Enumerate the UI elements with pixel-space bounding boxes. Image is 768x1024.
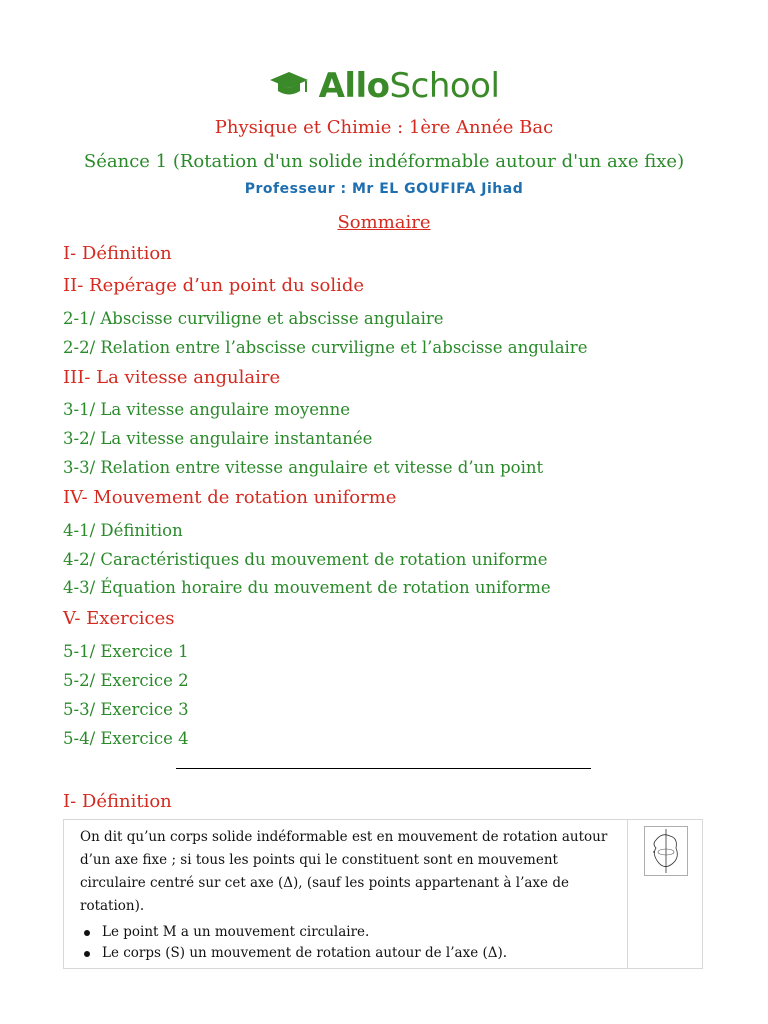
toc-subsection-link[interactable]: 2-2/ Relation entre l’abscisse curviligne et l’abscisse angulaire xyxy=(63,338,588,357)
sommaire-heading[interactable]: Sommaire xyxy=(337,212,431,233)
toc-subsection-link[interactable]: 5-3/ Exercice 3 xyxy=(63,700,189,719)
box-divider xyxy=(627,820,628,968)
toc-subsection-link[interactable]: 5-1/ Exercice 1 xyxy=(63,642,189,661)
professeur-label: Professeur : Mr xyxy=(244,181,380,197)
professeur-name: EL GOUFIFA Jihad xyxy=(379,181,524,197)
toc-section-link[interactable]: III- La vitesse angulaire xyxy=(63,367,281,388)
rotating-solid-figure-icon xyxy=(644,826,688,876)
toc-subsection-link[interactable]: 5-2/ Exercice 2 xyxy=(63,671,189,690)
bullet-item: Le corps (S) un mouvement de rotation autour de l’axe (Δ). xyxy=(102,943,620,964)
logo-text xyxy=(319,66,500,106)
definition-box xyxy=(63,819,703,969)
graduation-cap-icon xyxy=(269,68,319,104)
toc-subsection-link[interactable]: 2-1/ Abscisse curviligne et abscisse angulaire xyxy=(63,309,444,328)
horizontal-rule xyxy=(176,768,591,769)
subject-title: Physique et Chimie : 1ère Année Bac xyxy=(214,117,554,138)
bullet-item: Le point M a un mouvement circulaire. xyxy=(102,922,620,943)
toc-section-link[interactable]: II- Repérage d’un point du solide xyxy=(63,275,365,296)
definition-bullets xyxy=(80,922,620,964)
logo-text-regular: School xyxy=(389,66,500,106)
toc-section-link[interactable]: V- Exercices xyxy=(63,608,175,629)
toc-subsection-link[interactable]: 4-1/ Définition xyxy=(63,521,183,540)
seance-title: Séance 1 (Rotation d'un solide indéformable autour d'un axe fixe) xyxy=(83,151,685,172)
section-title-definition: I- Définition xyxy=(63,791,172,812)
toc-subsection-link[interactable]: 3-2/ La vitesse angulaire instantanée xyxy=(63,429,373,448)
toc-subsection-link[interactable]: 4-3/ Équation horaire du mouvement de rotation uniforme xyxy=(63,578,551,597)
definition-content xyxy=(80,826,620,964)
professeur-line xyxy=(0,181,768,197)
toc-subsection-link[interactable]: 3-1/ La vitesse angulaire moyenne xyxy=(63,400,350,419)
definition-paragraph: On dit qu’un corps solide indéformable est en mouvement de rotation autour d’un axe fixe ; si tous les points qui le constituent sont en mouvement circulaire centré sur cet axe (Δ), (sauf les points appartenant à l’axe de rotation). xyxy=(80,829,608,914)
toc-subsection-link[interactable]: 5-4/ Exercice 4 xyxy=(63,729,189,748)
logo-text-bold: Allo xyxy=(318,66,390,106)
logo xyxy=(0,66,768,106)
toc-section-link[interactable]: I- Définition xyxy=(63,243,172,264)
toc-subsection-link[interactable]: 3-3/ Relation entre vitesse angulaire et vitesse d’un point xyxy=(63,458,544,477)
toc-section-link[interactable]: IV- Mouvement de rotation uniforme xyxy=(63,487,397,508)
toc-subsection-link[interactable]: 4-2/ Caractéristiques du mouvement de rotation uniforme xyxy=(63,550,548,569)
